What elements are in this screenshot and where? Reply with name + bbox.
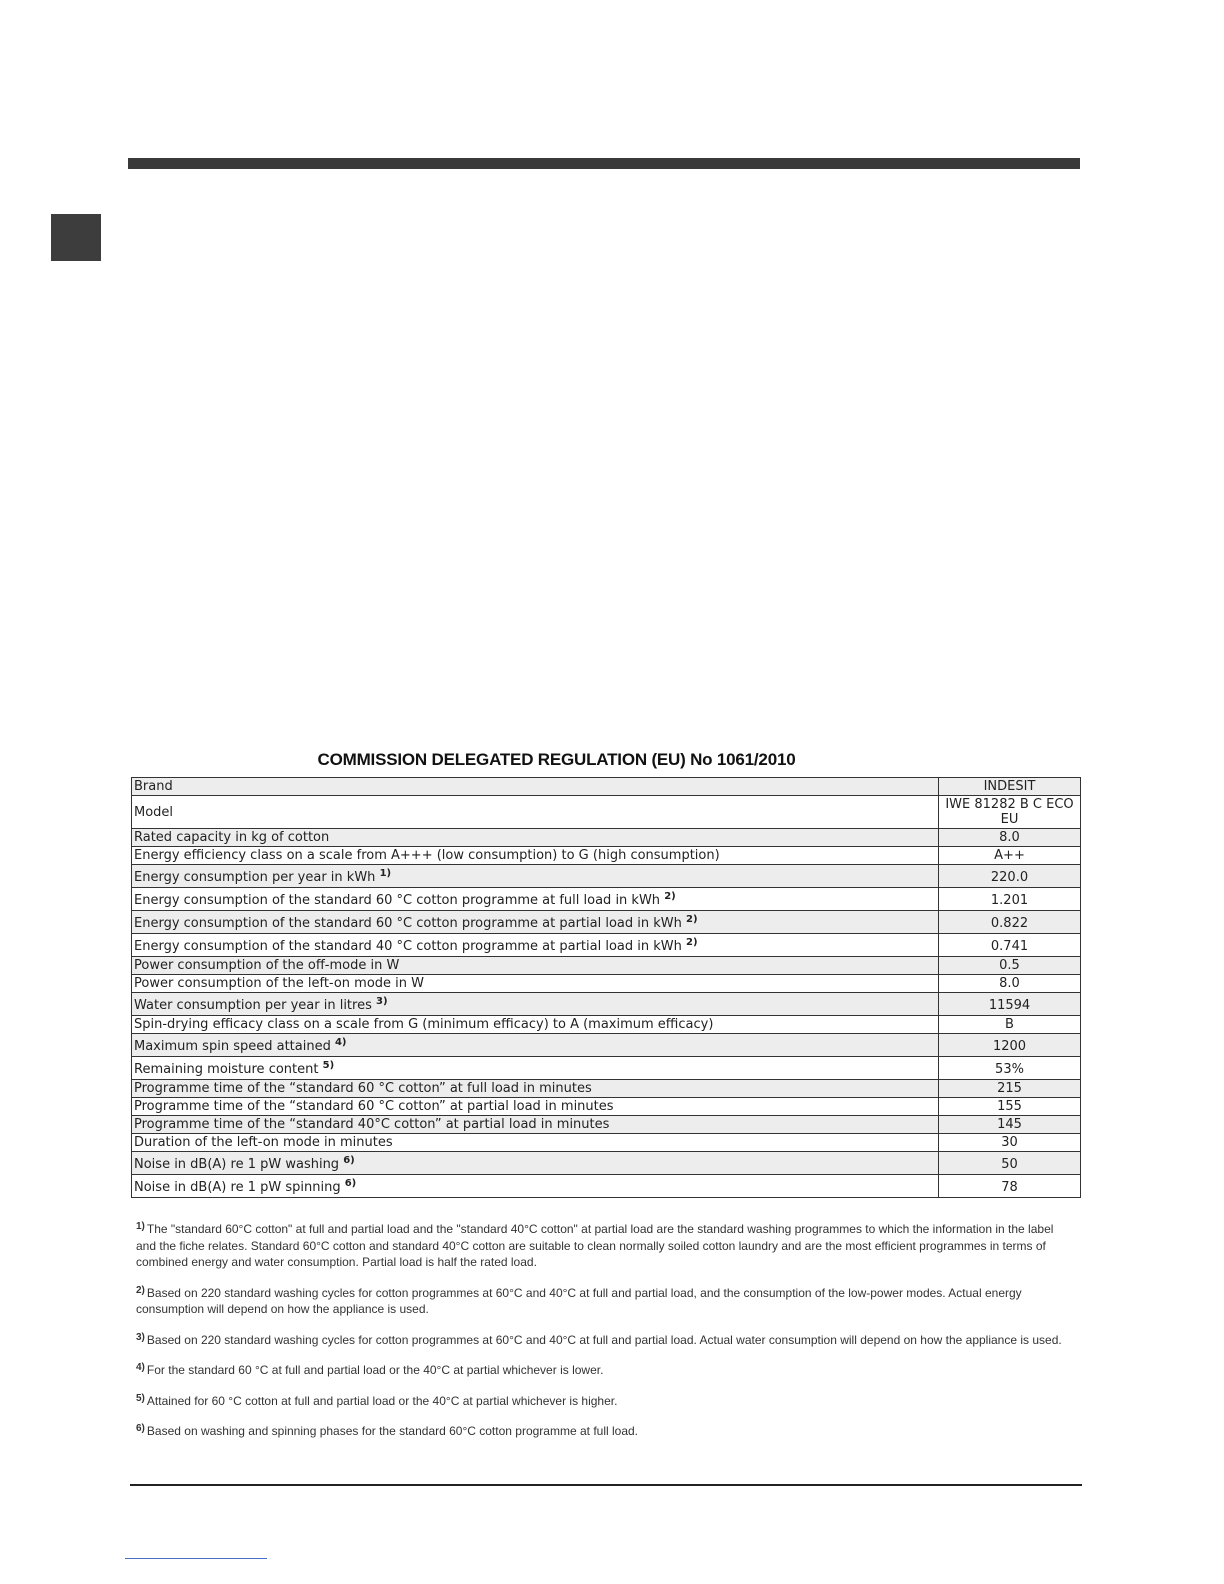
footnote-mark: 6) <box>136 1423 145 1434</box>
row-label <box>132 957 939 975</box>
row-label-text: Noise in dB(A) re 1 pW washing <box>134 1156 340 1172</box>
row-value: 50 <box>939 1152 1081 1175</box>
row-value: 220.0 <box>939 865 1081 888</box>
footnote <box>136 1221 1076 1271</box>
row-label-text: Energy efficiency class on a scale from A+++ (low consumption) to G (high consumption) <box>134 848 720 863</box>
row-label <box>132 865 939 888</box>
product-fiche-table <box>131 777 1081 1198</box>
footnotes <box>136 1221 1076 1454</box>
footnote-text: The "standard 60°C cotton" at full and partial load and the "standard 40°C cotton" at partial load are the standard washing programmes to which the information in the label and the fiche relates. Standard 60°C cotton and standard 40°C cotton are suitable to clean normally soiled cotton laundry and are the most efficient programmes in terms of combined energy and water consumption. Partial load is half the rated load. <box>136 1222 1054 1269</box>
row-value: 0.741 <box>939 934 1081 957</box>
table-row <box>132 1034 1081 1057</box>
row-label <box>132 993 939 1016</box>
section-tab <box>51 214 101 261</box>
table-row <box>132 993 1081 1016</box>
footnote-mark: 2) <box>136 1284 145 1296</box>
row-value: 8.0 <box>939 975 1081 993</box>
row-label <box>132 1057 939 1080</box>
row-value: 1.201 <box>939 888 1081 911</box>
table-row <box>132 975 1081 993</box>
row-label <box>132 829 939 847</box>
row-label <box>132 1098 939 1116</box>
table-row <box>132 847 1081 865</box>
row-label <box>132 934 939 957</box>
table-row <box>132 888 1081 911</box>
footnote-mark: 3) <box>136 1331 145 1343</box>
row-label-text: Programme time of the “standard 40°C cotton” at partial load in minutes <box>134 1117 610 1132</box>
footnote <box>136 1393 1076 1410</box>
row-label-text: Power consumption of the off-mode in W <box>134 958 400 973</box>
row-value: A++ <box>939 847 1081 865</box>
row-value: 155 <box>939 1098 1081 1116</box>
row-label-text: Remaining moisture content <box>134 1061 319 1077</box>
footnote-ref: 4) <box>334 1036 347 1048</box>
footnote-text: Based on 220 standard washing cycles for cotton programmes at 60°C and 40°C at full and partial load, and the consumption of the low-power modes. Actual energy consumption will depend on how the appliance is used. <box>136 1285 1022 1316</box>
row-value: 30 <box>939 1134 1081 1152</box>
row-label-text: Energy consumption of the standard 40 °C cotton programme at partial load in kWh <box>134 938 682 954</box>
bottom-rule <box>130 1484 1082 1486</box>
row-label <box>132 975 939 993</box>
row-label <box>132 888 939 911</box>
row-label-text: Model <box>134 804 174 820</box>
table-row <box>132 865 1081 888</box>
row-label-text: Maximum spin speed attained <box>134 1038 331 1054</box>
table-row <box>132 1116 1081 1134</box>
row-label-text: Programme time of the “standard 60 °C cotton” at partial load in minutes <box>134 1099 614 1114</box>
row-value: 1200 <box>939 1034 1081 1057</box>
row-label-text: Energy consumption of the standard 60 °C cotton programme at partial load in kWh <box>134 915 682 931</box>
row-label-text: Energy consumption of the standard 60 °C cotton programme at full load in kWh <box>134 892 661 908</box>
footnote-mark: 1) <box>136 1221 145 1232</box>
row-label <box>132 1134 939 1152</box>
row-label <box>132 1116 939 1134</box>
regulation-title: COMMISSION DELEGATED REGULATION (EU) No 1061/2010 <box>317 750 796 769</box>
row-value: 215 <box>939 1080 1081 1098</box>
row-value: 145 <box>939 1116 1081 1134</box>
row-value: IWE 81282 B C ECO EU <box>939 796 1081 829</box>
table-row <box>132 778 1081 796</box>
footnote-ref: 1) <box>379 867 392 879</box>
row-label-text: Water consumption per year in litres <box>134 997 372 1013</box>
row-value: 53% <box>939 1057 1081 1080</box>
footnote <box>136 1332 1076 1349</box>
row-label <box>132 1016 939 1034</box>
table-row <box>132 796 1081 829</box>
footnote-mark: 5) <box>136 1392 145 1404</box>
table-row <box>132 1152 1081 1175</box>
row-label <box>132 1034 939 1057</box>
top-rule <box>128 158 1080 169</box>
table-row <box>132 957 1081 975</box>
footnote <box>136 1285 1076 1318</box>
table-row <box>132 934 1081 957</box>
footnote-text: Attained for 60 °C cotton at full and partial load or the 40°C at partial whichever is higher. <box>146 1393 618 1408</box>
table-row <box>132 1080 1081 1098</box>
table-row <box>132 911 1081 934</box>
row-label <box>132 1080 939 1098</box>
row-label-text: Power consumption of the left-on mode in W <box>134 976 425 991</box>
row-value: 0.5 <box>939 957 1081 975</box>
row-value: 11594 <box>939 993 1081 1016</box>
footnote <box>136 1423 1076 1440</box>
row-label-text: Energy consumption per year in kWh <box>134 869 376 885</box>
row-label-text: Spin-drying efficacy class on a scale from G (minimum efficacy) to A (maximum efficacy) <box>134 1017 714 1032</box>
footnote-text: For the standard 60 °C at full and partial load or the 40°C at partial whichever is lower. <box>146 1363 604 1377</box>
table-row <box>132 1098 1081 1116</box>
row-label-text: Duration of the left-on mode in minutes <box>134 1135 393 1150</box>
footnote-ref: 6) <box>343 1154 355 1166</box>
row-label <box>132 1152 939 1175</box>
table-row <box>132 1016 1081 1034</box>
row-label-text: Rated capacity in kg of cotton <box>134 830 330 845</box>
row-value: 78 <box>939 1175 1081 1198</box>
footnote-ref: 2) <box>686 936 698 948</box>
row-label <box>132 796 939 829</box>
footnote-ref: 2) <box>686 913 698 925</box>
row-label <box>132 778 939 796</box>
table-row <box>132 1057 1081 1080</box>
table-row <box>132 829 1081 847</box>
footnote-ref: 3) <box>376 995 388 1007</box>
footnote-ref: 5) <box>322 1059 335 1071</box>
footnote-ref: 2) <box>664 890 676 902</box>
table-row <box>132 1175 1081 1198</box>
row-label-text: Programme time of the “standard 60 °C cotton” at full load in minutes <box>134 1081 592 1096</box>
footnote-mark: 4) <box>136 1362 145 1373</box>
row-value: 8.0 <box>939 829 1081 847</box>
footnote-ref: 6) <box>344 1177 357 1189</box>
footnote-text: Based on 220 standard washing cycles for cotton programmes at 60°C and 40°C at full and partial load. Actual water consumption will depend on how the appliance is used. <box>146 1332 1062 1347</box>
footnote <box>136 1362 1076 1379</box>
row-label-text: Noise in dB(A) re 1 pW spinning <box>134 1179 341 1195</box>
footnote-text: Based on washing and spinning phases for the standard 60°C cotton programme at full load. <box>146 1424 639 1438</box>
table-row <box>132 1134 1081 1152</box>
row-value: INDESIT <box>939 778 1081 796</box>
row-label <box>132 1175 939 1198</box>
footer-line <box>125 1558 267 1559</box>
row-label-text: Brand <box>134 779 173 794</box>
row-label <box>132 911 939 934</box>
row-value: 0.822 <box>939 911 1081 934</box>
row-value: B <box>939 1016 1081 1034</box>
row-label <box>132 847 939 865</box>
